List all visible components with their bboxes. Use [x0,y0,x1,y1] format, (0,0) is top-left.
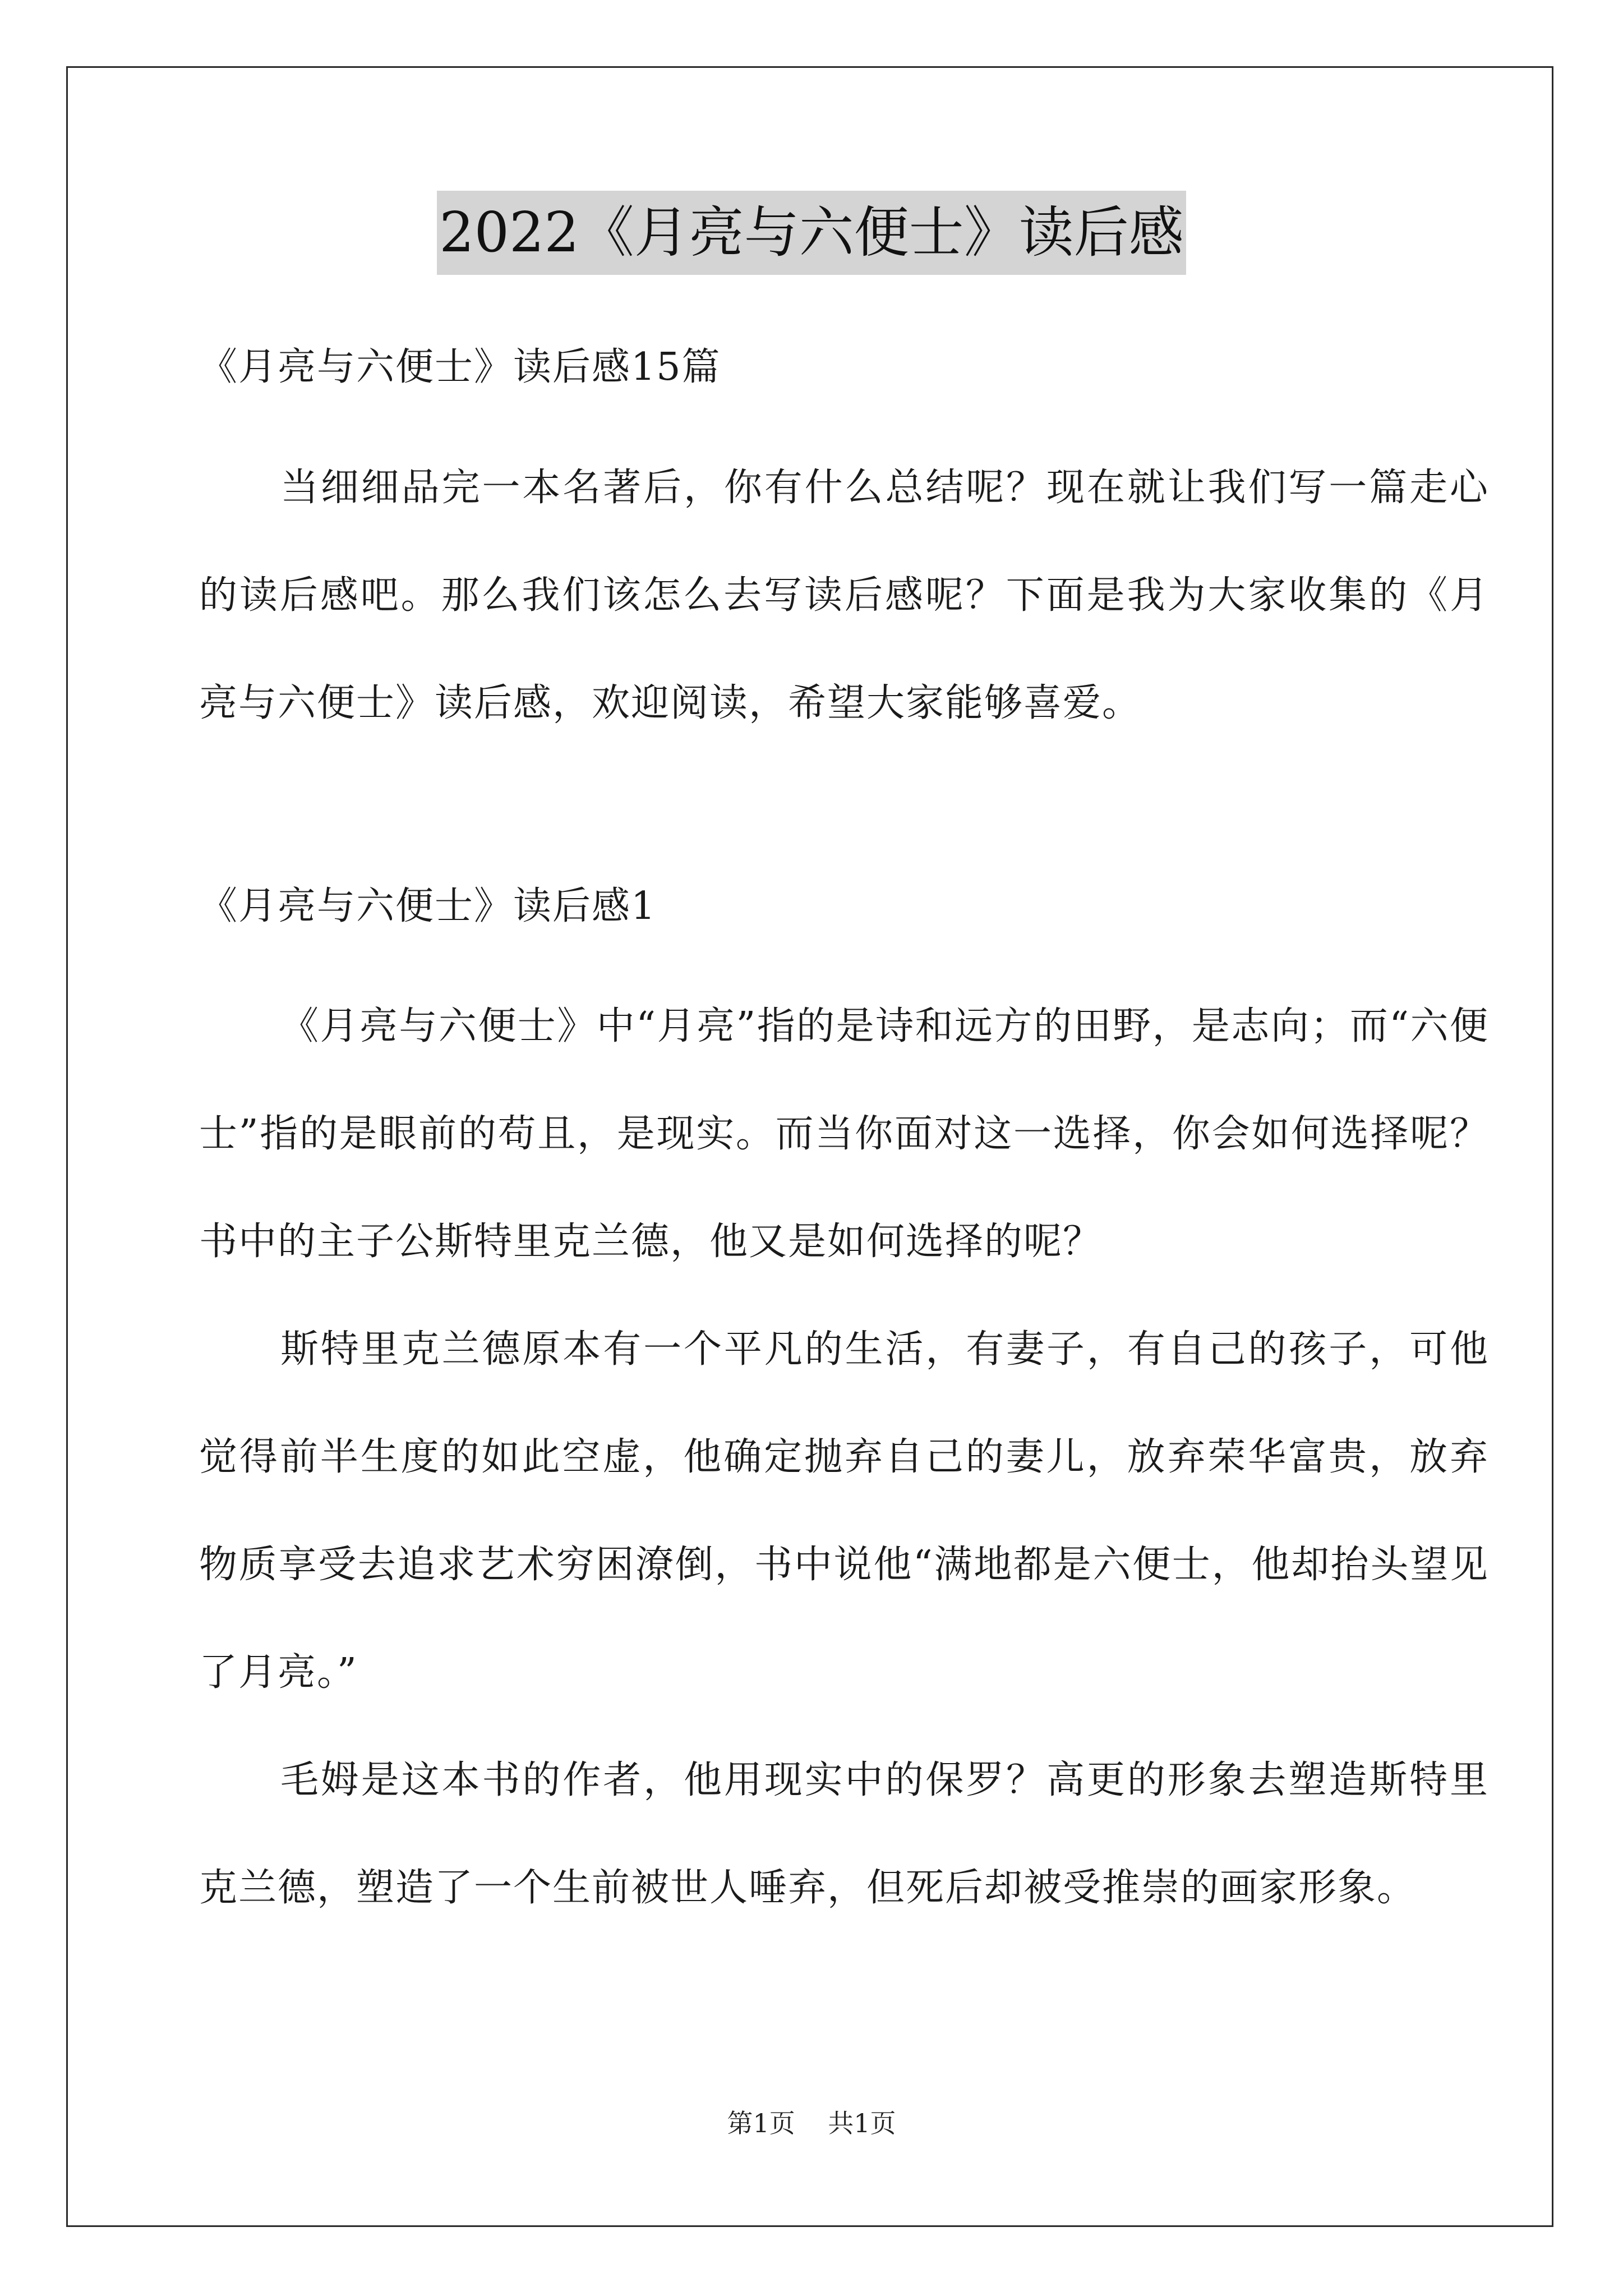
intro-block [199,434,1489,757]
title-container [0,191,1623,275]
document-title: 2022《月亮与六便士》读后感 [437,191,1186,275]
body-paragraph: 斯特里克兰德原本有一个平凡的生活，有妻子，有自己的孩子，可他觉得前半生度的如此空虚，他确定抛弃自己的妻儿，放弃荣华富贵，放弃物质享受去追求艺术穷困潦倒，书中说他“满地都是六便士，他却抬头望见了月亮。” [199,1327,1489,1695]
section-heading: 《月亮与六便士》读后感1 [199,884,657,928]
body-paragraph: 毛姆是这本书的作者，他用现实中的保罗？高更的形象去塑造斯特里克兰德，塑造了一个生前被世人唾弃，但死后却被受推崇的画家形象。 [199,1758,1489,1910]
document-subtitle: 《月亮与六便士》读后感15篇 [199,345,721,389]
subtitle-block [199,339,1489,395]
intro-paragraph: 当细细品完一本名著后，你有什么总结呢？现在就让我们写一篇走心的读后感吧。那么我们该怎么去写读后感呢？下面是我为大家收集的《月亮与六便士》读后感，欢迎阅读，希望大家能够喜爱。 [199,466,1489,725]
section-heading-block [199,878,1489,935]
page-footer: 第1页 共1页 [727,2108,896,2138]
body-paragraph: 《月亮与六便士》中“月亮”指的是诗和远方的田野，是志向；而“六便士”指的是眼前的苟且，是现实。而当你面对这一选择，你会如何选择呢？书中的主子公斯特里克兰德，他又是如何选择的呢？ [199,1004,1489,1264]
body-block [199,973,1489,1942]
